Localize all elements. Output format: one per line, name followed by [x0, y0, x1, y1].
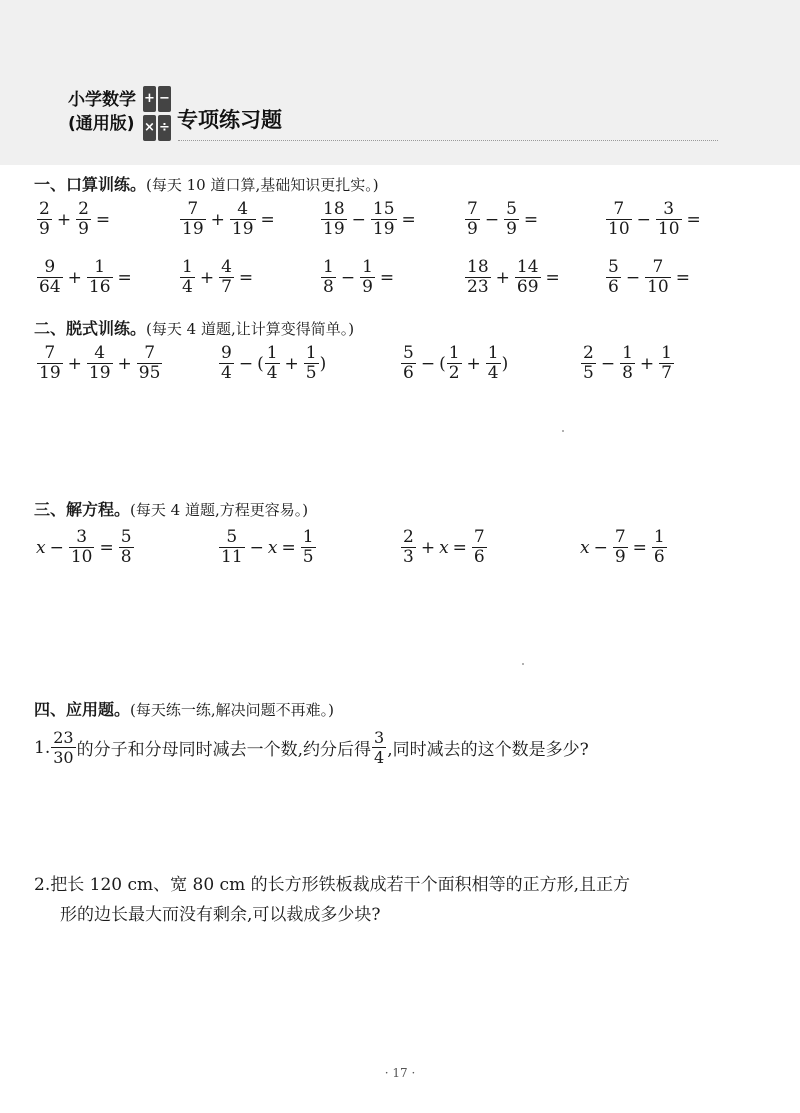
denominator: 64 [39, 277, 61, 297]
denominator: 7 [661, 363, 672, 383]
fraction [219, 258, 234, 297]
page-number: · 17 · [384, 1066, 416, 1080]
numerator: 1 [94, 257, 106, 277]
denominator: 4 [221, 363, 232, 383]
operator: = [238, 267, 254, 288]
brand-line-2: (通用版) [68, 114, 135, 134]
denominator: 5 [302, 547, 314, 567]
oral-item-3 [320, 200, 420, 239]
section-1-heading: 一、口算训练。(每天 10 道口算,基础知识更扎实。) [34, 175, 379, 194]
equation-item-1 [36, 528, 135, 567]
fraction [76, 200, 91, 239]
oral-item-7 [179, 258, 257, 297]
fraction [656, 200, 682, 239]
fraction [465, 200, 480, 239]
equation-item-4 [580, 528, 668, 567]
fraction [659, 344, 674, 383]
denominator: 30 [53, 748, 74, 767]
numerator: 1 [448, 343, 460, 363]
denominator: 5 [305, 363, 317, 383]
operator: = [523, 209, 539, 230]
denominator: 19 [88, 363, 111, 383]
numerator: 23 [53, 728, 74, 747]
fraction [137, 344, 163, 383]
denominator: 95 [138, 363, 161, 383]
denominator: 9 [467, 219, 478, 239]
numerator: 5 [506, 199, 517, 219]
denominator: 19 [182, 219, 204, 239]
operator: = [281, 537, 296, 558]
denominator: 9 [39, 219, 50, 239]
numerator: 1 [266, 343, 278, 363]
denominator: 2 [448, 363, 460, 383]
numerator: 2 [39, 199, 50, 219]
section-3-heading: 三、解方程。(每天 4 道题,方程更容易。) [34, 500, 309, 519]
numerator: 5 [608, 257, 619, 277]
fraction [606, 258, 621, 297]
fraction [486, 344, 501, 383]
operator: + [199, 267, 215, 288]
fraction [401, 344, 416, 383]
denominator: 10 [647, 277, 669, 297]
page-title: 专项练习题 [177, 108, 282, 132]
denominator: 23 [467, 277, 489, 297]
denominator: 10 [70, 547, 93, 567]
oral-item-6 [36, 258, 136, 297]
operator: − [238, 353, 254, 374]
equation-item-2 [218, 528, 317, 567]
operator: = [632, 537, 647, 558]
oral-item-5 [605, 200, 705, 239]
denominator: 4 [266, 363, 278, 383]
operator: − [340, 267, 356, 288]
equation-item-3 [400, 528, 488, 567]
header-divider [178, 140, 718, 141]
denominator: 6 [653, 547, 665, 567]
operator: = [95, 209, 111, 230]
denominator: 19 [39, 363, 61, 383]
fraction [69, 528, 95, 567]
numerator: 3 [663, 199, 675, 219]
operator: − [593, 537, 608, 558]
numerator: 1 [362, 257, 373, 277]
operator: = [260, 209, 275, 230]
operator: + [67, 267, 82, 288]
multiply-icon: × [143, 115, 156, 141]
fraction [119, 528, 134, 567]
denominator: 3 [403, 547, 414, 567]
denominator: 6 [403, 363, 414, 383]
denominator: 6 [473, 547, 485, 567]
denominator: 19 [231, 219, 254, 239]
operator: − [420, 353, 436, 374]
operator: + [284, 353, 299, 374]
section-4-heading: 四、应用题。(每天练一练,解决问题不再难。) [34, 700, 334, 719]
denominator: 6 [608, 277, 619, 297]
numerator: 7 [187, 199, 199, 219]
numerator: 1 [302, 527, 314, 547]
fraction [219, 344, 234, 383]
denominator: 19 [372, 219, 395, 239]
oral-item-10 [605, 258, 694, 297]
stepwise-item-2: $\frac{9}{4}$ − ( $\frac{1}{4}$ + $\frac{1}{5}$ ) [221, 343, 327, 383]
fraction [87, 344, 113, 383]
denominator: 4 [487, 363, 499, 383]
applied-problem-2 [34, 870, 630, 930]
fraction [180, 258, 195, 297]
numerator: 4 [94, 343, 106, 363]
numerator: 7 [467, 199, 478, 219]
numerator: 4 [237, 199, 249, 219]
fraction [401, 528, 416, 567]
operator: = [401, 209, 416, 230]
operator: + [420, 537, 436, 558]
numerator: 1 [653, 527, 665, 547]
operator: − [49, 537, 64, 558]
operator: + [67, 353, 82, 374]
denominator: 16 [88, 277, 111, 297]
denominator: 11 [221, 547, 243, 567]
numerator: 5 [120, 527, 132, 547]
operator: + [56, 209, 72, 230]
fraction [465, 258, 491, 297]
denominator: 4 [374, 748, 385, 767]
denominator: 69 [516, 277, 539, 297]
numerator: 7 [614, 527, 626, 547]
fraction [37, 200, 52, 239]
fraction [447, 344, 462, 383]
fraction [87, 258, 113, 297]
numerator: 5 [226, 527, 238, 547]
fraction [301, 528, 316, 567]
numerator: 4 [221, 257, 232, 277]
numerator: 18 [467, 257, 489, 277]
operator: = [675, 267, 690, 288]
oral-item-9 [464, 258, 564, 297]
fraction [230, 200, 256, 239]
operator: = [379, 267, 395, 288]
fraction [515, 258, 541, 297]
numerator: 2 [403, 527, 414, 547]
fraction [372, 728, 386, 767]
numerator: 14 [516, 257, 539, 277]
fraction [371, 200, 397, 239]
numerator: 1 [305, 343, 317, 363]
divide-icon: ÷ [158, 115, 171, 141]
operator-icons [143, 86, 173, 142]
oral-item-4 [464, 200, 542, 239]
fraction [180, 200, 206, 239]
oral-item-1 [36, 200, 114, 239]
fraction [645, 258, 671, 297]
numerator: 7 [613, 199, 625, 219]
fraction [613, 528, 628, 567]
fraction [360, 258, 375, 297]
operator: − [484, 209, 500, 230]
operator: − [249, 537, 264, 558]
plus-icon: + [143, 86, 156, 112]
operator: − [600, 353, 616, 374]
speck [522, 663, 524, 665]
fraction [472, 528, 487, 567]
fraction [219, 528, 245, 567]
numerator: 15 [372, 199, 395, 219]
fraction [37, 344, 63, 383]
numerator: 7 [652, 257, 664, 277]
denominator: 10 [657, 219, 680, 239]
numerator: 7 [144, 343, 156, 363]
denominator: 10 [608, 219, 630, 239]
fraction [51, 728, 75, 767]
numerator: 5 [403, 343, 414, 363]
numerator: 1 [622, 343, 633, 363]
numerator: 2 [78, 199, 89, 219]
oral-item-2 [179, 200, 279, 239]
variable-x: x [439, 537, 449, 558]
operator: = [452, 537, 467, 558]
numerator: 7 [44, 343, 56, 363]
fraction [37, 258, 63, 297]
fraction [581, 344, 596, 383]
variable-x: x [580, 537, 590, 558]
operator: + [466, 353, 481, 374]
operator: − [636, 209, 651, 230]
denominator: 4 [182, 277, 193, 297]
fraction [321, 200, 347, 239]
operator: = [117, 267, 132, 288]
denominator: 9 [506, 219, 517, 239]
numerator: 7 [473, 527, 485, 547]
variable-x: x [36, 537, 46, 558]
stepwise-item-3: $\frac{5}{6}$ − ( $\frac{1}{2}$ + $\frac{1}{4}$ ) [403, 343, 509, 383]
denominator: 8 [323, 277, 334, 297]
fraction [652, 528, 667, 567]
fraction [606, 200, 632, 239]
stepwise-item-4 [580, 344, 675, 383]
denominator: 8 [622, 363, 633, 383]
numerator: 3 [374, 728, 385, 747]
operator: + [210, 209, 225, 230]
operator: − [351, 209, 366, 230]
operator: + [639, 353, 655, 374]
fraction [504, 200, 519, 239]
operator: + [117, 353, 132, 374]
numerator: 1 [182, 257, 193, 277]
minus-icon: − [158, 86, 171, 112]
numerator: 1 [323, 257, 334, 277]
numerator: 3 [76, 527, 88, 547]
denominator: 7 [221, 277, 232, 297]
applied-problem-2-line-1: 2.把长 120 cm、宽 80 cm 的长方形铁板裁成若干个面积相等的正方形,且正方 [34, 875, 631, 895]
operator: + [495, 267, 510, 288]
denominator: 19 [323, 219, 345, 239]
brand-line-1: 小学数学 [68, 90, 136, 110]
variable-x: x [267, 537, 278, 558]
speck [562, 430, 564, 432]
fraction [304, 344, 319, 383]
denominator: 9 [362, 277, 373, 297]
numerator: 18 [323, 199, 345, 219]
numerator: 9 [221, 343, 232, 363]
denominator: 5 [583, 363, 594, 383]
stepwise-item-1 [36, 344, 163, 383]
fraction [321, 258, 336, 297]
fraction [620, 344, 635, 383]
numerator: 2 [583, 343, 594, 363]
denominator: 8 [120, 547, 132, 567]
section-2-heading: 二、脱式训练。(每天 4 道题,让计算变得简单。) [34, 319, 355, 338]
denominator: 9 [78, 219, 89, 239]
operator: = [686, 209, 701, 230]
numerator: 1 [661, 343, 672, 363]
brand-label [68, 88, 136, 136]
operator: − [625, 267, 641, 288]
numerator: 1 [487, 343, 499, 363]
operator: = [545, 267, 560, 288]
fraction [265, 344, 280, 383]
operator: = [99, 537, 114, 558]
applied-problem-2-line-2: 形的边长最大而没有剩余,可以裁成多少块? [60, 905, 381, 925]
oral-item-8 [320, 258, 398, 297]
numerator: 9 [44, 257, 56, 277]
denominator: 9 [614, 547, 626, 567]
applied-problem-1: 1. $\frac{23}{30}$ 的分子和分母同时减去一个数,约分后得 $\frac{3}{4}$ ,同时减去的这个数是多少? [34, 728, 589, 767]
